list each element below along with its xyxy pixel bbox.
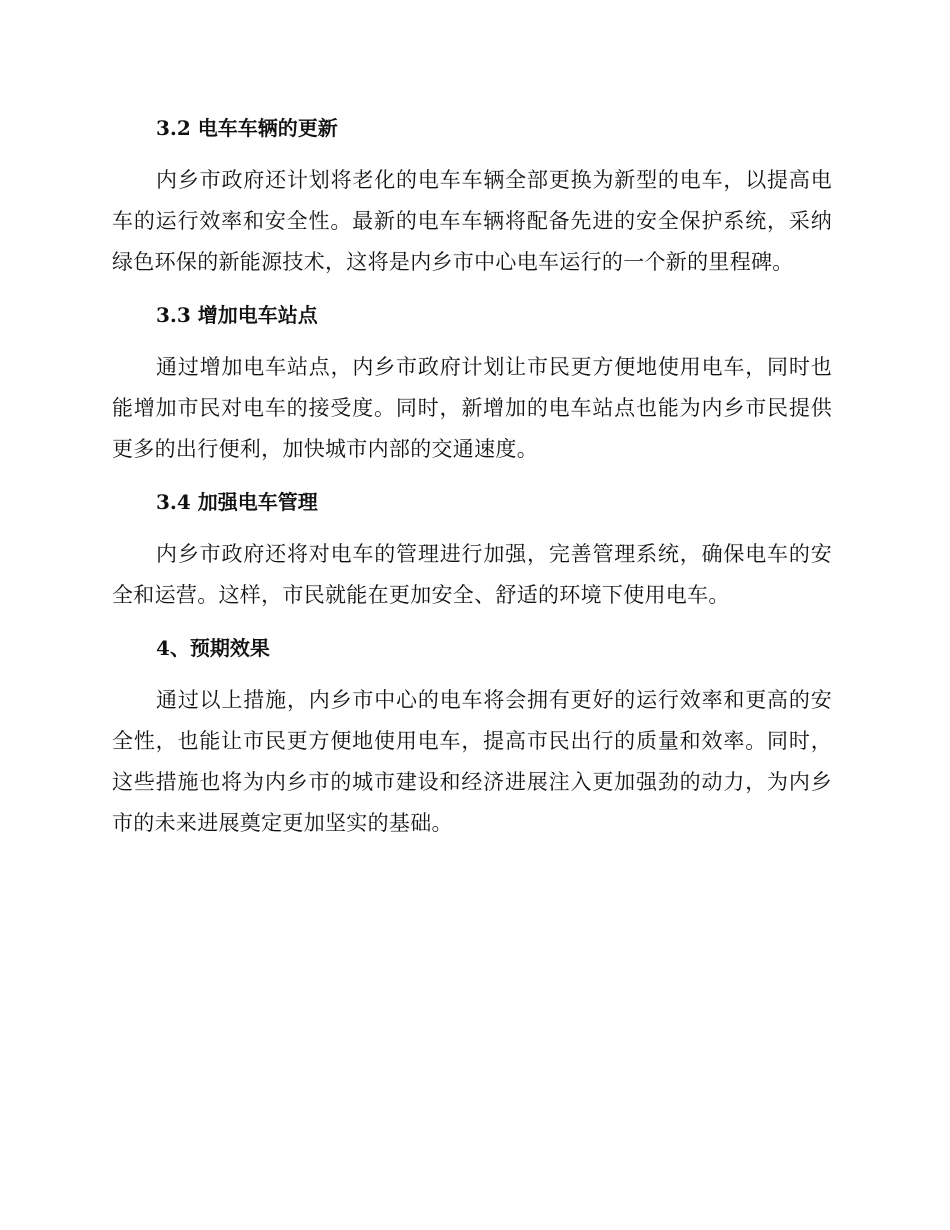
section-paragraph-4: 通过以上措施，内乡市中心的电车将会拥有更好的运行效率和更高的安全性，也能让市民更方便地使用电车，提高市民出行的质量和效率。同时，这些措施也将为内乡市的城市建设和经济进展注入更加强劲的动力，为内乡市的未来进展奠定更加坚实的基础。 bbox=[112, 688, 832, 835]
section-paragraph-3-3: 通过增加电车站点，内乡市政府计划让市民更方便地使用电车，同时也能增加市民对电车的接受度。同时，新增加的电车站点也能为内乡市民提供更多的出行便利，加快城市内部的交通速度。 bbox=[112, 355, 832, 461]
section-paragraph-3-4: 内乡市政府还将对电车的管理进行加强，完善管理系统，确保电车的安全和运营。这样，市民就能在更加安全、舒适的环境下使用电车。 bbox=[112, 542, 832, 607]
section-heading-3-4: 3.4 加强电车管理 bbox=[156, 490, 318, 514]
section-heading-4: 4、预期效果 bbox=[156, 636, 270, 660]
document-body bbox=[112, 108, 832, 844]
section-heading-3-2: 3.2 电车车辆的更新 bbox=[156, 116, 338, 140]
section-paragraph-3-2: 内乡市政府还计划将老化的电车车辆全部更换为新型的电车，以提高电车的运行效率和安全性。最新的电车车辆将配备先进的安全保护系统，采纳绿色环保的新能源技术，这将是内乡市中心电车运行的一个新的里程碑。 bbox=[112, 168, 832, 274]
section-heading-3-3: 3.3 增加电车站点 bbox=[156, 303, 318, 327]
